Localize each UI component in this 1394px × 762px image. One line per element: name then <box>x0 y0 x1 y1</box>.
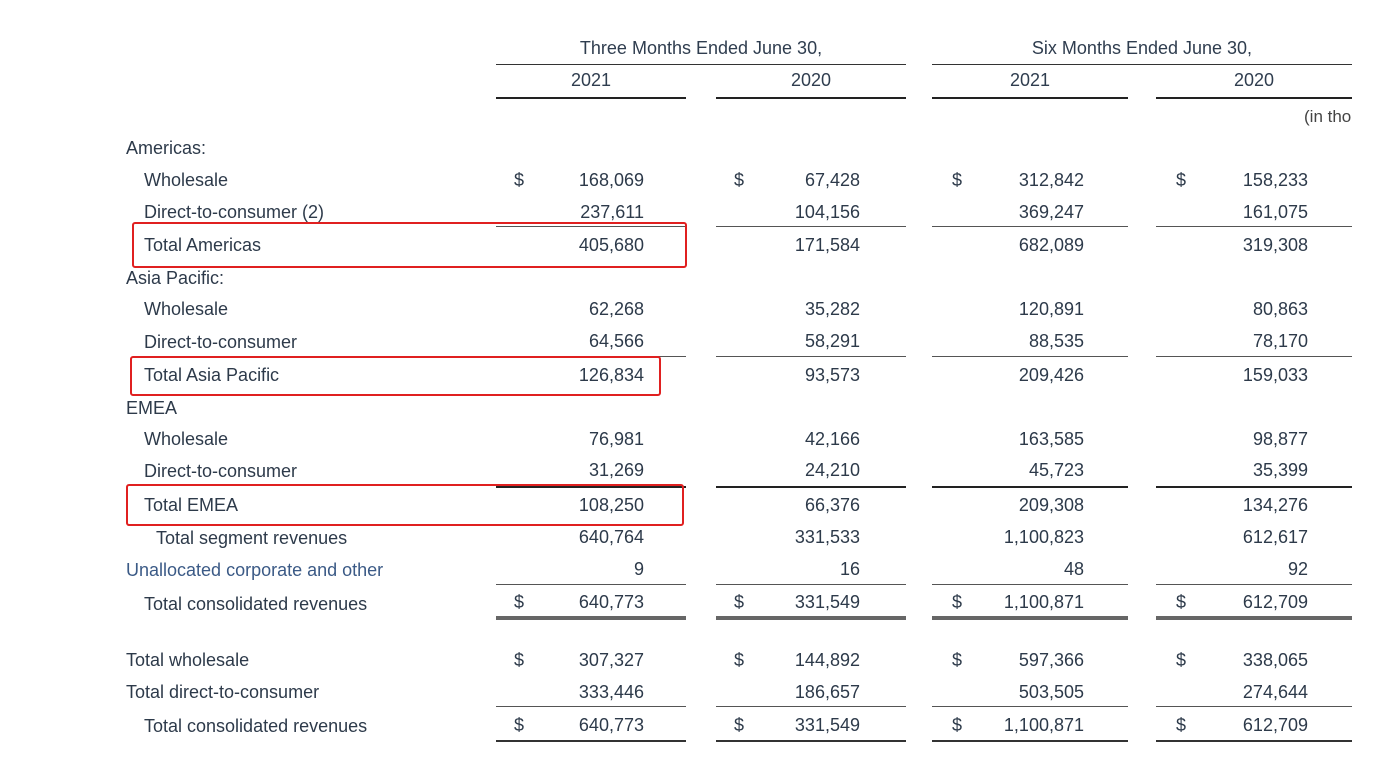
year-underline-2 <box>716 97 906 99</box>
cell: 168,069 <box>578 170 644 190</box>
cell: 682,089 <box>1018 235 1084 255</box>
cell: 1,100,871 <box>1003 715 1084 735</box>
currency-symbol: $ <box>1176 170 1187 190</box>
row-label-americas-dtc: Direct-to-consumer (2) <box>144 202 325 222</box>
cell: 35,399 <box>1252 460 1308 480</box>
cell: 134,276 <box>1242 495 1308 515</box>
cell: 126,834 <box>578 365 644 385</box>
cell: 640,764 <box>578 527 644 547</box>
cell: 503,505 <box>1018 682 1084 702</box>
year-header-h-2021: 2021 <box>1009 70 1051 90</box>
highlight-box-total-emea <box>126 484 684 526</box>
currency-symbol: $ <box>734 715 745 735</box>
cell: 120,891 <box>1018 299 1084 319</box>
cell: 597,366 <box>1018 650 1084 670</box>
row-label-ap-dtc: Direct-to-consumer <box>144 332 298 352</box>
row-label-total-segment-revenues: Total segment revenues <box>156 528 348 548</box>
cell: 92 <box>1287 559 1308 579</box>
cell: 9 <box>633 559 644 579</box>
cell: 45,723 <box>1028 460 1084 480</box>
subtotal-line <box>932 706 1128 707</box>
year-underline-1 <box>496 97 686 99</box>
grand-total-rule <box>1156 740 1352 742</box>
subtotal-line <box>1156 706 1352 707</box>
row-label-asia-pacific: Asia Pacific: <box>126 268 225 288</box>
cell: 405,680 <box>578 235 644 255</box>
cell: 331,549 <box>794 715 860 735</box>
grand-total-rule <box>932 616 1128 620</box>
cell: 209,308 <box>1018 495 1084 515</box>
grand-total-rule <box>496 616 686 620</box>
cell: 333,446 <box>578 682 644 702</box>
currency-symbol: $ <box>734 170 745 190</box>
cell: 1,100,871 <box>1003 592 1084 612</box>
subtotal-line <box>932 584 1128 585</box>
row-label-ap-wholesale: Wholesale <box>144 299 229 319</box>
row-label-emea-wholesale: Wholesale <box>144 429 229 449</box>
cell: 369,247 <box>1018 202 1084 222</box>
cell: 66,376 <box>804 495 860 515</box>
grand-total-rule <box>496 740 686 742</box>
cell: 16 <box>839 559 860 579</box>
cell: 331,533 <box>794 527 860 547</box>
subtotal-line <box>716 226 906 227</box>
cell: 159,033 <box>1242 365 1308 385</box>
cell: 307,327 <box>578 650 644 670</box>
header-six-months: Six Months Ended June 30, <box>1031 38 1253 58</box>
currency-symbol: $ <box>734 650 745 670</box>
cell: 42,166 <box>804 429 860 449</box>
cell: 78,170 <box>1252 331 1308 351</box>
cell: 612,709 <box>1242 715 1308 735</box>
cell: 58,291 <box>804 331 860 351</box>
row-label-total-asia-pacific: Total Asia Pacific <box>144 365 280 385</box>
subtotal-line <box>1156 584 1352 585</box>
cell: 312,842 <box>1018 170 1084 190</box>
cell: 144,892 <box>794 650 860 670</box>
cell: 163,585 <box>1018 429 1084 449</box>
currency-symbol: $ <box>1176 592 1187 612</box>
currency-symbol: $ <box>514 650 525 670</box>
header-divider-six <box>932 64 1352 65</box>
currency-symbol: $ <box>514 170 525 190</box>
cell: 64,566 <box>588 331 644 351</box>
row-label-emea: EMEA <box>126 398 178 418</box>
currency-symbol: $ <box>952 715 963 735</box>
cell: 209,426 <box>1018 365 1084 385</box>
subtotal-line <box>496 706 686 707</box>
subtotal-line <box>496 584 686 585</box>
subtotal-line <box>716 356 906 357</box>
header-three-months: Three Months Ended June 30, <box>579 38 823 58</box>
year-underline-3 <box>932 97 1128 99</box>
cell: 237,611 <box>580 202 644 222</box>
row-label-emea-dtc: Direct-to-consumer <box>144 461 298 481</box>
row-label-total-consolidated-revenues: Total consolidated revenues <box>144 594 368 614</box>
subtotal-line <box>932 226 1128 227</box>
cell: 76,981 <box>588 429 644 449</box>
units-note: (in tho <box>1304 107 1352 126</box>
grand-total-rule <box>716 616 906 620</box>
cell: 88,535 <box>1028 331 1084 351</box>
subtotal-line <box>1156 226 1352 227</box>
cell: 67,428 <box>804 170 860 190</box>
cell: 80,863 <box>1252 299 1308 319</box>
currency-symbol: $ <box>952 650 963 670</box>
year-header-q-2021: 2021 <box>570 70 612 90</box>
subtotal-line <box>932 486 1128 488</box>
subtotal-line <box>932 356 1128 357</box>
cell: 62,268 <box>588 299 644 319</box>
cell: 612,709 <box>1242 592 1308 612</box>
grand-total-rule <box>932 740 1128 742</box>
currency-symbol: $ <box>514 592 525 612</box>
cell: 98,877 <box>1252 429 1308 449</box>
cell: 48 <box>1063 559 1084 579</box>
row-label-total-dtc: Total direct-to-consumer <box>126 682 320 702</box>
year-header-h-2020: 2020 <box>1233 70 1275 90</box>
row-label-americas: Americas: <box>126 138 207 158</box>
cell: 319,308 <box>1242 235 1308 255</box>
cell: 338,065 <box>1242 650 1308 670</box>
cell: 161,075 <box>1242 202 1308 222</box>
cell: 331,549 <box>794 592 860 612</box>
cell: 171,584 <box>794 235 860 255</box>
cell: 24,210 <box>804 460 860 480</box>
grand-total-rule <box>1156 616 1352 620</box>
currency-symbol: $ <box>734 592 745 612</box>
subtotal-line <box>716 584 906 585</box>
cell: 186,657 <box>794 682 860 702</box>
cell: 612,617 <box>1242 527 1308 547</box>
cell: 640,773 <box>578 592 644 612</box>
subtotal-line <box>716 486 906 488</box>
subtotal-line <box>1156 486 1352 488</box>
cell: 108,250 <box>578 495 644 515</box>
cell: 35,282 <box>804 299 860 319</box>
highlight-box-total-asia-pacific <box>130 356 661 396</box>
row-label-total-americas: Total Americas <box>144 235 262 255</box>
year-underline-4 <box>1156 97 1352 99</box>
subtotal-line <box>716 706 906 707</box>
currency-symbol: $ <box>952 592 963 612</box>
highlight-box-total-americas <box>132 222 687 268</box>
row-label-total-wholesale: Total wholesale <box>126 650 250 670</box>
row-label-unallocated: Unallocated corporate and other <box>126 560 384 580</box>
cell: 104,156 <box>794 202 860 222</box>
year-header-q-2020: 2020 <box>790 70 832 90</box>
currency-symbol: $ <box>1176 715 1187 735</box>
cell: 274,644 <box>1242 682 1308 702</box>
subtotal-line <box>1156 356 1352 357</box>
cell: 640,773 <box>578 715 644 735</box>
currency-symbol: $ <box>952 170 963 190</box>
currency-symbol: $ <box>514 715 525 735</box>
cell: 31,269 <box>588 460 644 480</box>
row-label-americas-wholesale: Wholesale <box>144 170 229 190</box>
cell: 93,573 <box>804 365 860 385</box>
header-divider-three <box>496 64 906 65</box>
currency-symbol: $ <box>1176 650 1187 670</box>
grand-total-rule <box>716 740 906 742</box>
cell: 158,233 <box>1242 170 1308 190</box>
row-label-total-consolidated-revenues-2: Total consolidated revenues <box>144 716 368 736</box>
row-label-total-emea: Total EMEA <box>144 495 239 515</box>
cell: 1,100,823 <box>1003 527 1084 547</box>
